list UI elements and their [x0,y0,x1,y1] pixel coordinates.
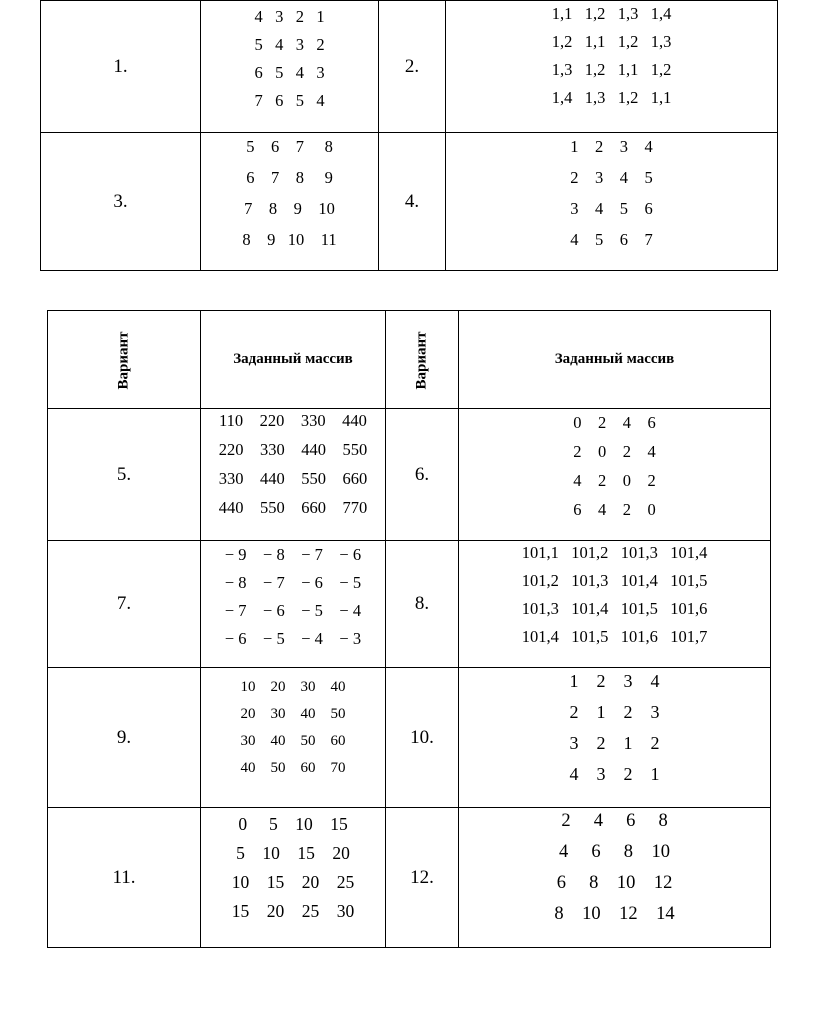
variant-number-cell [48,808,201,948]
matrix-cell [459,668,771,808]
matrix-row: 2 3 4 5 [570,168,653,187]
matrix-row: 6 5 4 3 [254,63,325,82]
matrix-row: 7 6 5 4 [254,91,325,110]
matrix [201,668,385,788]
variants-table-top [40,0,778,271]
variant-number: 9. [116,726,132,748]
matrix-row: 4 3 2 1 [254,7,325,26]
variant-number: 3. [113,190,128,212]
matrix-row: 0 5 10 15 [238,814,348,834]
variant-number: 1. [113,55,128,77]
matrix-row: 2 0 2 4 [573,442,656,461]
matrix [201,133,378,263]
matrix [459,808,770,936]
header-variant: Вариант [115,330,132,390]
header-row [48,311,771,409]
variant-number-cell [386,808,459,948]
matrix-cell [201,1,379,133]
matrix-row: 10 15 20 25 [231,872,355,892]
matrix [446,133,777,263]
matrix-row: − 6 − 5 − 4 − 3 [224,629,362,648]
variant-number-cell [48,541,201,668]
matrix-row: 4 3 2 1 [569,764,660,784]
matrix-row: 220 330 440 550 [218,440,368,459]
matrix [201,1,378,121]
table-row [48,808,771,948]
table-row [41,133,778,271]
variant-number-cell [41,133,201,271]
variant-number: 11. [112,866,136,888]
matrix-cell [201,409,386,541]
variant-number: 10. [410,726,434,748]
variant-number-cell [379,1,446,133]
variant-number-cell [41,1,201,133]
table-row [48,668,771,808]
matrix-row: 3 2 1 2 [569,733,660,753]
header-array: Заданный массив [233,351,353,367]
matrix-row: 101,2 101,3 101,4 101,5 [521,571,708,590]
matrix-row: 101,1 101,2 101,3 101,4 [521,543,708,562]
matrix-row: 1 2 3 4 [569,671,660,691]
matrix-row: 1,2 1,1 1,2 1,3 [551,32,672,51]
matrix-row: 4 2 0 2 [573,471,656,490]
matrix-row: 10 20 30 40 [240,679,346,695]
matrix [201,541,385,659]
matrix-row: 2 1 2 3 [569,702,660,722]
matrix-row: 2 4 6 8 [561,811,668,831]
matrix-row: 4 6 8 10 [559,842,670,862]
variant-number: 4. [404,190,420,212]
matrix-cell [459,541,771,668]
variant-number-cell [379,133,446,271]
matrix-row: 101,3 101,4 101,5 101,6 [521,599,708,618]
variant-number-cell [48,668,201,808]
variant-number: 5. [116,463,132,485]
matrix-row: 5 10 15 20 [236,843,350,863]
variant-number: 2. [404,55,420,77]
matrix-row: 3 4 5 6 [570,199,653,218]
matrix-row: 6 4 2 0 [573,500,656,519]
matrix [459,668,770,796]
matrix-row: 30 40 50 60 [240,733,346,749]
matrix-row: 1,4 1,3 1,2 1,1 [551,88,672,107]
matrix-row: 440 550 660 770 [218,498,368,517]
matrix-row: − 9 − 8 − 7 − 6 [224,545,362,564]
matrix-row: 6 7 8 9 [246,168,333,187]
variant-number: 7. [116,593,132,614]
matrix-cell [201,668,386,808]
header-variant-cell [386,311,459,409]
matrix-row: − 7 − 6 − 5 − 4 [224,601,362,620]
header-variant-cell [48,311,201,409]
variant-number: 12. [410,866,434,888]
matrix-cell [446,133,778,271]
table-row [48,409,771,541]
matrix [446,1,777,118]
matrix-row: 5 6 7 8 [246,137,333,156]
matrix-row: 4 5 6 7 [570,230,653,249]
variant-number: 6. [414,463,430,485]
matrix-row: 40 50 60 70 [240,760,346,776]
matrix-row: 15 20 25 30 [231,901,355,921]
variant-number-cell [48,409,201,541]
matrix-cell [446,1,778,133]
table-row [48,541,771,668]
matrix-row: 110 220 330 440 [219,411,367,430]
matrix-cell [459,808,771,948]
variant-number-cell [386,409,459,541]
matrix-row: 8 9 10 11 [242,230,337,249]
variant-number: 8. [414,593,430,614]
matrix-row: 5 4 3 2 [254,35,325,54]
matrix [459,541,770,657]
matrix-row: 8 10 12 14 [554,904,675,924]
variants-table-bottom [47,310,771,948]
header-variant: Вариант [413,330,430,390]
matrix-cell [459,409,771,541]
matrix-row: 7 8 9 10 [244,199,335,218]
matrix-row: 6 8 10 12 [556,873,673,893]
matrix [201,808,385,932]
matrix-row: 0 2 4 6 [573,413,656,432]
matrix-row: 101,4 101,5 101,6 101,7 [521,627,708,646]
header-array-cell [459,311,771,409]
matrix-cell [201,541,386,668]
matrix-row: 1,3 1,2 1,1 1,2 [551,60,672,79]
matrix-cell [201,808,386,948]
matrix-row: 20 30 40 50 [240,706,346,722]
variant-number-cell [386,668,459,808]
header-array: Заданный массив [554,351,675,367]
header-array-cell [201,311,386,409]
table-row [41,1,778,133]
matrix-row: 1,1 1,2 1,3 1,4 [551,4,672,23]
matrix-row: 1 2 3 4 [570,137,653,156]
matrix [201,409,385,529]
matrix [459,409,770,531]
matrix-row: − 8 − 7 − 6 − 5 [224,573,362,592]
matrix-row: 330 440 550 660 [218,469,368,488]
variant-number-cell [386,541,459,668]
matrix-cell [201,133,379,271]
